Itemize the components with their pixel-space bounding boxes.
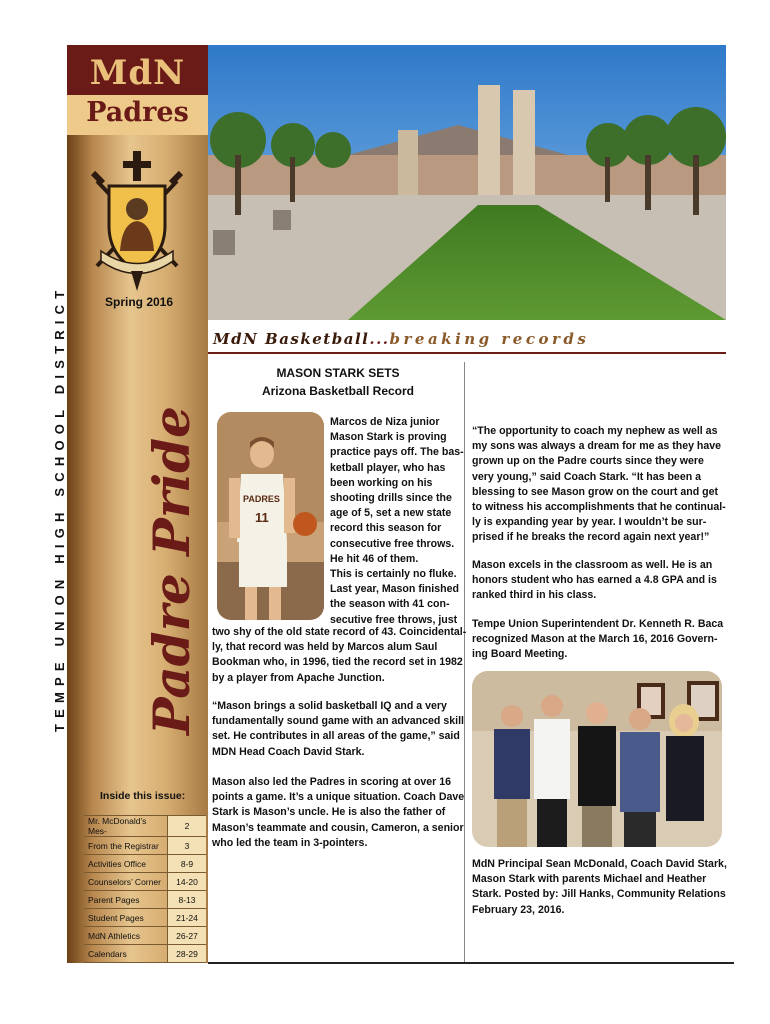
article-paragraph-3 xyxy=(212,775,464,851)
text-line: Mason excels in the classroom as well. He is an xyxy=(472,559,713,571)
text-line: honors student who has earned a 4.8 GPA and is xyxy=(472,574,717,587)
text-line: by a player from Apache Junction. xyxy=(212,671,385,684)
district-vertical-text xyxy=(44,284,67,732)
text-line: Mason’s teammate and cousin, Cameron, a senior xyxy=(212,821,464,834)
academics-paragraph xyxy=(472,558,717,604)
toc-row[interactable] xyxy=(84,873,206,891)
article-paragraph-1 xyxy=(330,415,464,628)
newsletter-name: Padre Pride xyxy=(142,406,201,735)
text-line: Stark is Mason’s uncle. He is also the father of xyxy=(212,806,446,819)
text-line: Mason Stark with parents Michael and Heather xyxy=(472,873,707,886)
text-line: Tempe Union Superintendent Dr. Kenneth R. Baca xyxy=(472,618,724,630)
toc-row[interactable] xyxy=(84,816,206,837)
article-subhead-2: Arizona Basketball Record xyxy=(261,384,415,398)
toc-page: 26-27 xyxy=(168,927,207,945)
toc-label: Student Pages xyxy=(84,909,168,927)
jersey-text: PADRES xyxy=(243,494,280,504)
text-line: very young,” said Coach Stark. “It has been a xyxy=(472,470,702,483)
toc-page: 8-9 xyxy=(168,855,207,873)
table-of-contents xyxy=(84,815,206,963)
toc-label: Mr. McDonald’s Mes- xyxy=(84,816,168,837)
toc-row[interactable] xyxy=(84,837,206,855)
toc-label: From the Registrar xyxy=(84,837,168,855)
toc-label: Calendars xyxy=(84,945,168,963)
masthead-subtitle: Padres xyxy=(86,97,189,128)
campus-photo xyxy=(208,45,726,320)
toc-label: Activities Office xyxy=(84,855,168,873)
article-subhead-1: MASON STARK SETS xyxy=(276,366,400,380)
text-line: Mason also led the Padres in scoring at over 16 xyxy=(212,776,452,788)
text-line: Marcos de Niza junior xyxy=(330,416,440,428)
text-line: to witness his accomplishments that he continual- xyxy=(472,501,726,514)
text-line: two shy of the old state record of 43. Coincidental- xyxy=(212,626,467,638)
text-line: grown up on the Padre courts since they were xyxy=(472,455,704,468)
article-paragraph-1-continued xyxy=(212,625,466,686)
text-line: the season with 41 con- xyxy=(330,598,450,611)
toc-label: Parent Pages xyxy=(84,891,168,909)
text-line: February 23, 2016. xyxy=(472,903,565,916)
text-line: prised if he breaks the record again next year!” xyxy=(472,531,710,544)
school-crest-logo xyxy=(87,151,187,291)
toc-page: 3 xyxy=(168,837,207,855)
toc-label: Counselors’ Corner xyxy=(84,873,168,891)
toc-row[interactable] xyxy=(84,855,206,873)
text-line: age of 5, set a new state xyxy=(330,507,452,520)
toc-heading: Inside this issue: xyxy=(100,790,186,802)
headline-main: MdN Basketball xyxy=(213,330,370,348)
toc-row[interactable] xyxy=(84,909,206,927)
toc-row[interactable] xyxy=(84,891,206,909)
text-line: ing Board Meeting. xyxy=(472,648,568,661)
text-line: ly, that record was held by Marcos alum Saul xyxy=(212,641,438,654)
text-line: shooting drills since the xyxy=(330,492,452,505)
text-line: who led the team in 3-pointers. xyxy=(212,836,368,849)
photo-caption xyxy=(472,857,727,918)
text-line: set. He contributes in all areas of the game,” said xyxy=(212,730,460,743)
text-line: my sons was always a dream for me as they have xyxy=(472,440,722,453)
text-line: Mason Stark is proving xyxy=(330,431,447,444)
text-line: “Mason brings a solid basketball IQ and a very xyxy=(212,700,447,712)
edition-label: Spring 2016 xyxy=(105,295,174,309)
player-photo xyxy=(217,412,324,620)
text-line: ly is expanding year by year. I wouldn’t be sur- xyxy=(472,516,707,529)
text-line: ranked third in his class. xyxy=(472,589,597,602)
text-line: consecutive free throws. xyxy=(330,537,455,550)
article-headline xyxy=(213,330,589,348)
text-line: practice pays off. The bas- xyxy=(330,446,464,459)
toc-label: MdN Athletics xyxy=(84,927,168,945)
text-line: MDN Head Coach David Stark. xyxy=(212,745,365,758)
text-line: This is certainly no fluke. xyxy=(330,568,457,581)
district-name: TEMPE UNION HIGH SCHOOL DISTRICT xyxy=(52,284,67,732)
toc-page: 2 xyxy=(168,816,207,837)
jersey-number: 11 xyxy=(255,510,269,525)
toc-page: 8-13 xyxy=(168,891,207,909)
text-line: fundamentally sound game with an advanced skill xyxy=(212,715,464,728)
headline-rest: breaking records xyxy=(389,330,590,348)
text-line: recognized Mason at the March 16, 2016 Govern- xyxy=(472,633,718,646)
text-line: blessing to see Mason grow on the court and get xyxy=(472,485,719,498)
article-paragraph-2 xyxy=(212,699,464,760)
footer-divider xyxy=(208,962,734,964)
recognition-paragraph xyxy=(472,617,723,663)
text-line: points a game. It’s a unique situation. Coach Dave xyxy=(212,791,465,804)
headline-dots: ... xyxy=(369,330,390,348)
text-line: been working on his xyxy=(330,476,433,489)
coach-quote xyxy=(472,424,726,546)
headline-divider xyxy=(208,352,726,354)
text-line: He hit 46 of them. xyxy=(330,552,419,565)
text-line: “The opportunity to coach my nephew as well as xyxy=(472,425,718,437)
text-line: MdN Principal Sean McDonald, Coach David Stark, xyxy=(472,858,727,870)
text-line: Stark. Posted by: Jill Hanks, Community Relations xyxy=(472,888,726,901)
text-line: Last year, Mason finished xyxy=(330,583,459,596)
toc-page: 21-24 xyxy=(168,909,207,927)
text-line: record this season for xyxy=(330,522,442,535)
toc-page: 14-20 xyxy=(168,873,207,891)
masthead-title: MdN xyxy=(89,53,186,93)
text-line: secutive free throws, just xyxy=(330,613,458,626)
toc-row[interactable] xyxy=(84,945,206,963)
text-line: Bookman who, in 1996, tied the record set in 1982 xyxy=(212,656,463,669)
toc-row[interactable] xyxy=(84,927,206,945)
toc-page: 28-29 xyxy=(168,945,207,963)
group-photo xyxy=(472,671,722,847)
text-line: ketball player, who has xyxy=(330,461,446,474)
